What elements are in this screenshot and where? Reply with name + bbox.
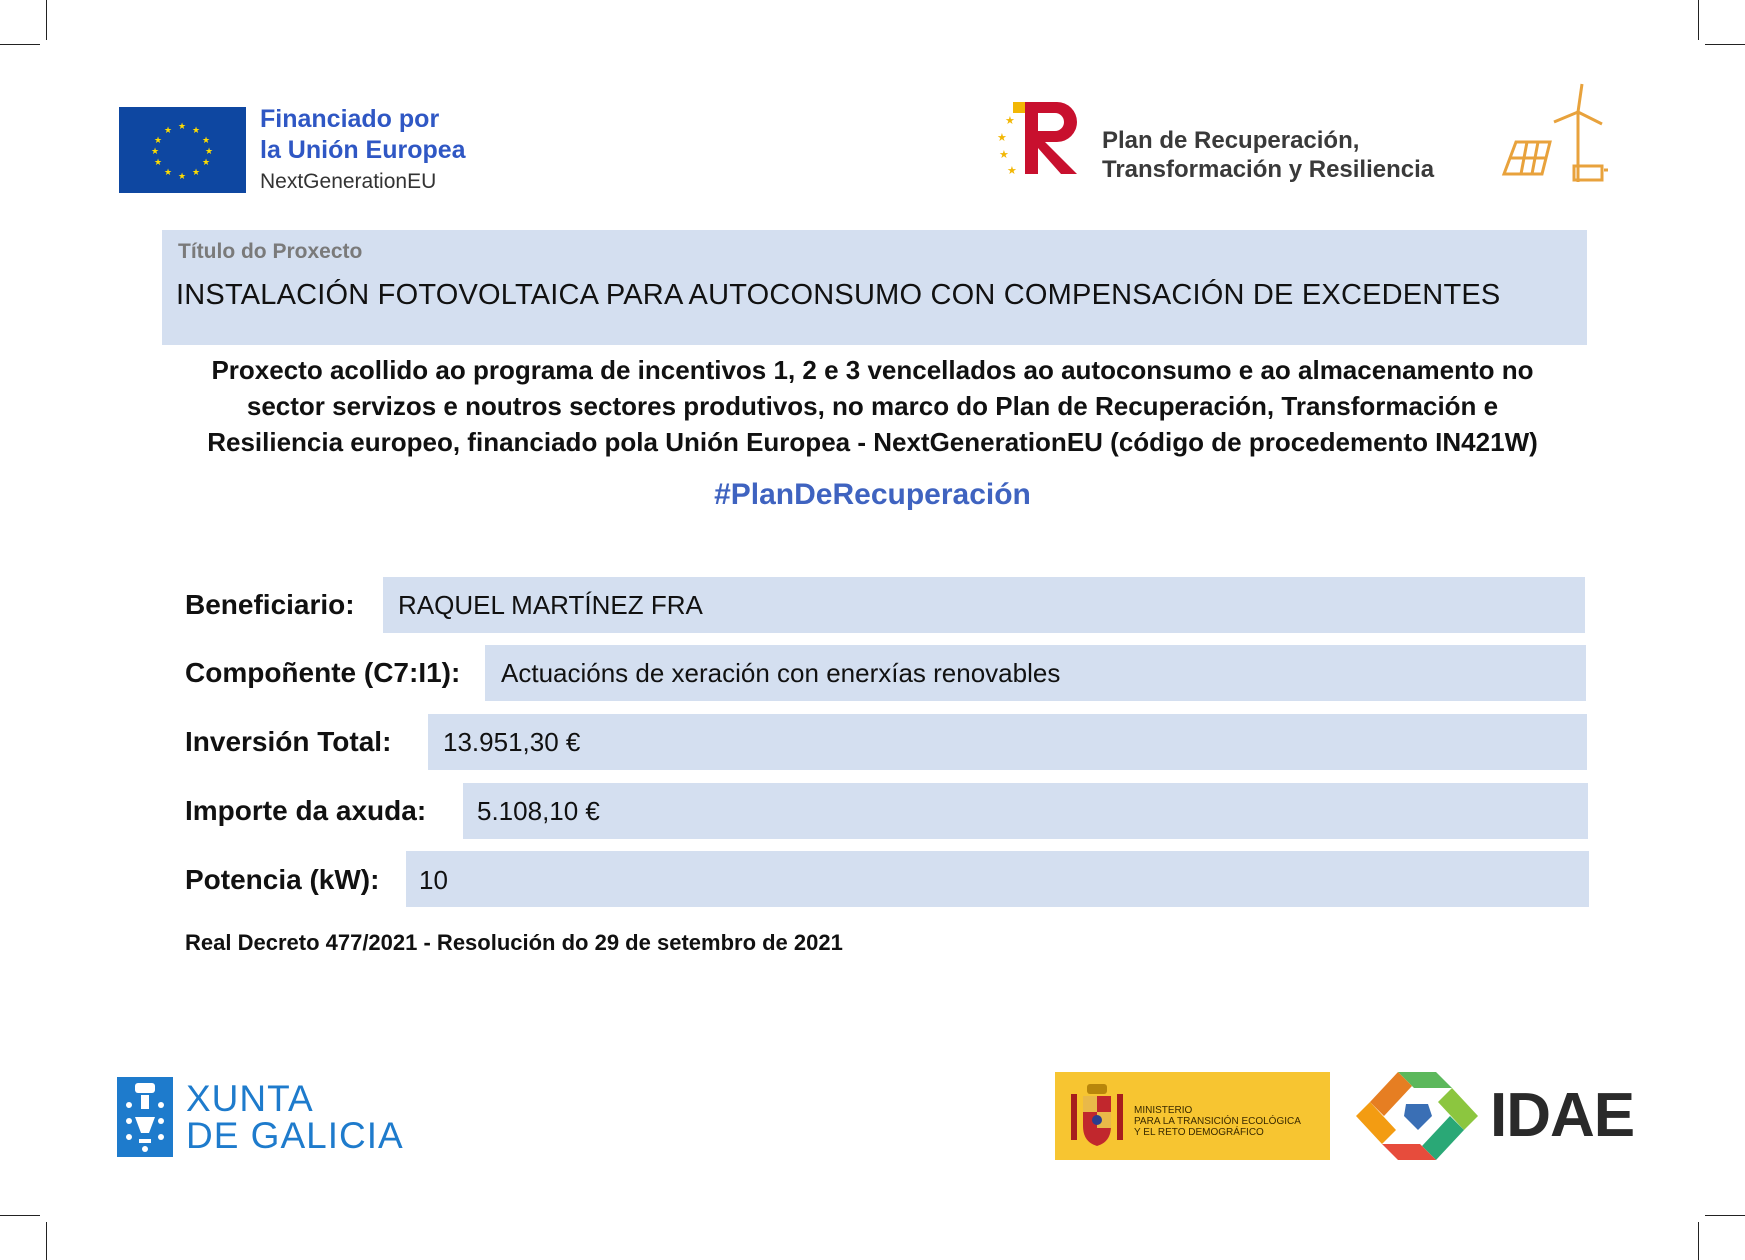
prtr-logo-line2: Transformación y Resiliencia xyxy=(1102,156,1435,183)
crop-mark-top-right-h xyxy=(1705,44,1745,45)
inversion-label: Inversión Total: xyxy=(185,726,392,757)
potencia-field xyxy=(406,851,1589,907)
inversion-value: 13.951,30 € xyxy=(443,727,581,757)
project-title-label: Título do Proxecto xyxy=(178,240,363,263)
beneficiario-label: Beneficiario: xyxy=(185,589,355,620)
svg-text:★: ★ xyxy=(150,147,160,157)
svg-text:★: ★ xyxy=(191,126,201,136)
svg-text:★: ★ xyxy=(163,126,173,136)
xunta-coat-of-arms-logo xyxy=(117,1077,173,1157)
axuda-field xyxy=(463,783,1588,839)
program-description-line2: sector servizos e noutros sectores produtivos, no marco do Plan de Recuperación, Transformación e xyxy=(246,391,1499,421)
ministerio-line2: PARA LA TRANSICIÓN ECOLÓGICA xyxy=(1134,1116,1301,1127)
spain-coat-of-arms-icon xyxy=(1067,1082,1127,1150)
crop-mark-top-right-v xyxy=(1698,0,1699,40)
svg-text:★: ★ xyxy=(191,168,201,178)
xunta-logo-line2: DE GALICIA xyxy=(186,1115,404,1156)
hashtag: #PlanDeRecuperación xyxy=(714,478,1031,511)
legal-reference: Real Decreto 477/2021 - Resolución do 29 de setembro de 2021 xyxy=(185,930,843,955)
eu-logo-line2: la Unión Europea xyxy=(260,136,466,164)
idae-logo-text: IDAE xyxy=(1490,1081,1635,1150)
svg-text:★: ★ xyxy=(999,148,1009,161)
svg-text:★: ★ xyxy=(1007,164,1017,177)
svg-text:★: ★ xyxy=(201,158,211,168)
eu-logo-line3: NextGenerationEU xyxy=(260,170,437,193)
componente-label: Compoñente (C7:I1): xyxy=(185,657,461,688)
crop-mark-top-left-h xyxy=(0,44,40,45)
xunta-logo-line1: XUNTA xyxy=(186,1078,314,1119)
renewable-energy-icon xyxy=(1500,82,1612,190)
svg-text:★: ★ xyxy=(204,147,214,157)
svg-text:★: ★ xyxy=(153,158,163,168)
idae-logo-mark xyxy=(1352,1070,1484,1162)
svg-text:★: ★ xyxy=(163,168,173,178)
beneficiario-value: RAQUEL MARTÍNEZ FRA xyxy=(398,590,703,620)
svg-text:★: ★ xyxy=(177,172,187,182)
svg-text:★: ★ xyxy=(1005,114,1015,127)
svg-text:★: ★ xyxy=(997,131,1007,144)
axuda-label: Importe da axuda: xyxy=(185,795,427,826)
crop-mark-bottom-left-v xyxy=(46,1222,47,1260)
potencia-value: 10 xyxy=(419,865,448,895)
eu-flag-logo xyxy=(119,107,246,193)
svg-text:★: ★ xyxy=(177,122,187,132)
axuda-value: 5.108,10 € xyxy=(477,796,600,826)
inversion-field xyxy=(428,714,1587,770)
ministerio-line1: MINISTERIO xyxy=(1134,1105,1193,1116)
program-description xyxy=(150,352,1595,460)
program-description-line3: Resiliencia europeo, financiado pola Unión Europea - NextGenerationEU (código de procedemento IN421W) xyxy=(207,427,1538,457)
prtr-logo-mark xyxy=(995,96,1095,181)
ministerio-line3: Y EL RETO DEMOGRÁFICO xyxy=(1134,1127,1264,1138)
crop-mark-bottom-left-h xyxy=(0,1215,40,1216)
crop-mark-bottom-right-h xyxy=(1705,1215,1745,1216)
prtr-logo-line1: Plan de Recuperación, xyxy=(1102,127,1360,154)
svg-text:★: ★ xyxy=(153,136,163,146)
crop-mark-top-left-v xyxy=(46,0,47,40)
potencia-label: Potencia (kW): xyxy=(185,864,380,895)
crop-mark-bottom-right-v xyxy=(1698,1222,1699,1260)
project-title: INSTALACIÓN FOTOVOLTAICA PARA AUTOCONSUMO CON COMPENSACIÓN DE EXCEDENTES xyxy=(176,279,1501,311)
svg-text:★: ★ xyxy=(201,136,211,146)
program-description-line1: Proxecto acollido ao programa de incentivos 1, 2 e 3 vencellados ao autoconsumo e ao almacenamento no xyxy=(211,355,1534,385)
eu-logo-line1: Financiado por xyxy=(260,105,440,133)
componente-value: Actuacións de xeración con enerxías renovables xyxy=(501,658,1061,688)
